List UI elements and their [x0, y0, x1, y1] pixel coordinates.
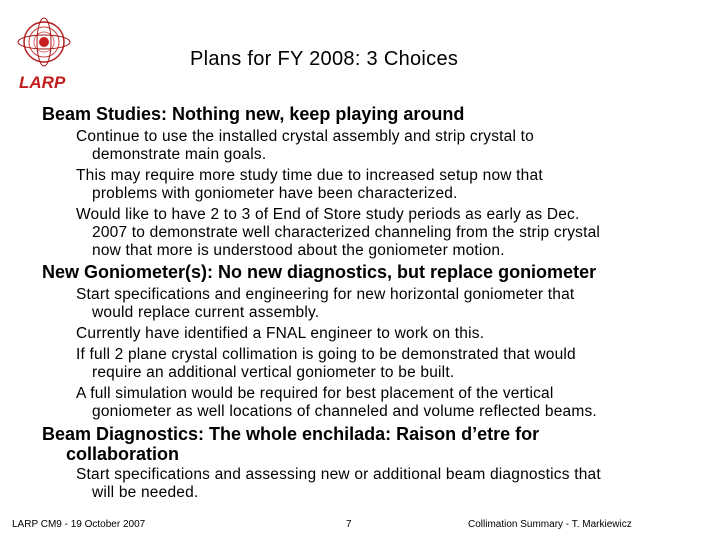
svg-text:LARP: LARP — [19, 73, 66, 92]
bullet-line: will be needed. — [92, 484, 199, 501]
section-heading-line: collaboration — [66, 444, 180, 464]
bullet-line: demonstrate main goals. — [92, 146, 267, 163]
bullet-item — [76, 206, 676, 260]
section-heading-beam-diagnostics — [42, 424, 682, 464]
bullet-line: would replace current assembly. — [92, 304, 320, 321]
bullet-line: Currently have identified a FNAL engineer to work on this. — [76, 325, 485, 342]
bullet-line: Start specifications and engineering for new horizontal goniometer that — [76, 286, 575, 303]
page-title: Plans for FY 2008: 3 Choices — [190, 48, 459, 70]
bullet-line: problems with goniometer have been characterized. — [92, 185, 458, 202]
bullet-line: Continue to use the installed crystal assembly and strip crystal to — [76, 128, 534, 145]
bullet-item — [76, 466, 676, 502]
bullet-line: This may require more study time due to increased setup now that — [76, 167, 543, 184]
bullet-item — [76, 128, 676, 164]
footer-right: Collimation Summary - T. Markiewicz — [468, 519, 632, 530]
footer-page-number: 7 — [346, 519, 352, 530]
bullet-item — [76, 286, 676, 322]
bullet-line: 2007 to demonstrate well characterized channeling from the strip crystal — [92, 224, 601, 241]
section-heading-new-goniometer: New Goniometer(s): No new diagnostics, but replace goniometer — [42, 262, 597, 282]
bullet-line: now that more is understood about the goniometer motion. — [92, 242, 505, 259]
bullet-item — [76, 325, 676, 343]
bullet-item — [76, 385, 676, 421]
bullet-line: require an additional vertical goniometer to be built. — [92, 364, 455, 381]
bullet-line: A full simulation would be required for best placement of the vertical — [76, 385, 554, 402]
section-heading-beam-studies: Beam Studies: Nothing new, keep playing around — [42, 104, 465, 124]
bullet-item — [76, 346, 676, 382]
section-heading-line: Beam Diagnostics: The whole enchilada: Raison d’etre for — [42, 424, 540, 444]
bullet-line: Start specifications and assessing new or additional beam diagnostics that — [76, 466, 601, 483]
bullet-line: If full 2 plane crystal collimation is going to be demonstrated that would — [76, 346, 576, 363]
bullet-line: goniometer as well locations of channeled and volume reflected beams. — [92, 403, 597, 420]
bullet-line: Would like to have 2 to 3 of End of Store study periods as early as Dec. — [76, 206, 580, 223]
footer-left: LARP CM9 - 19 October 2007 — [12, 519, 146, 530]
bullet-item — [76, 167, 676, 203]
